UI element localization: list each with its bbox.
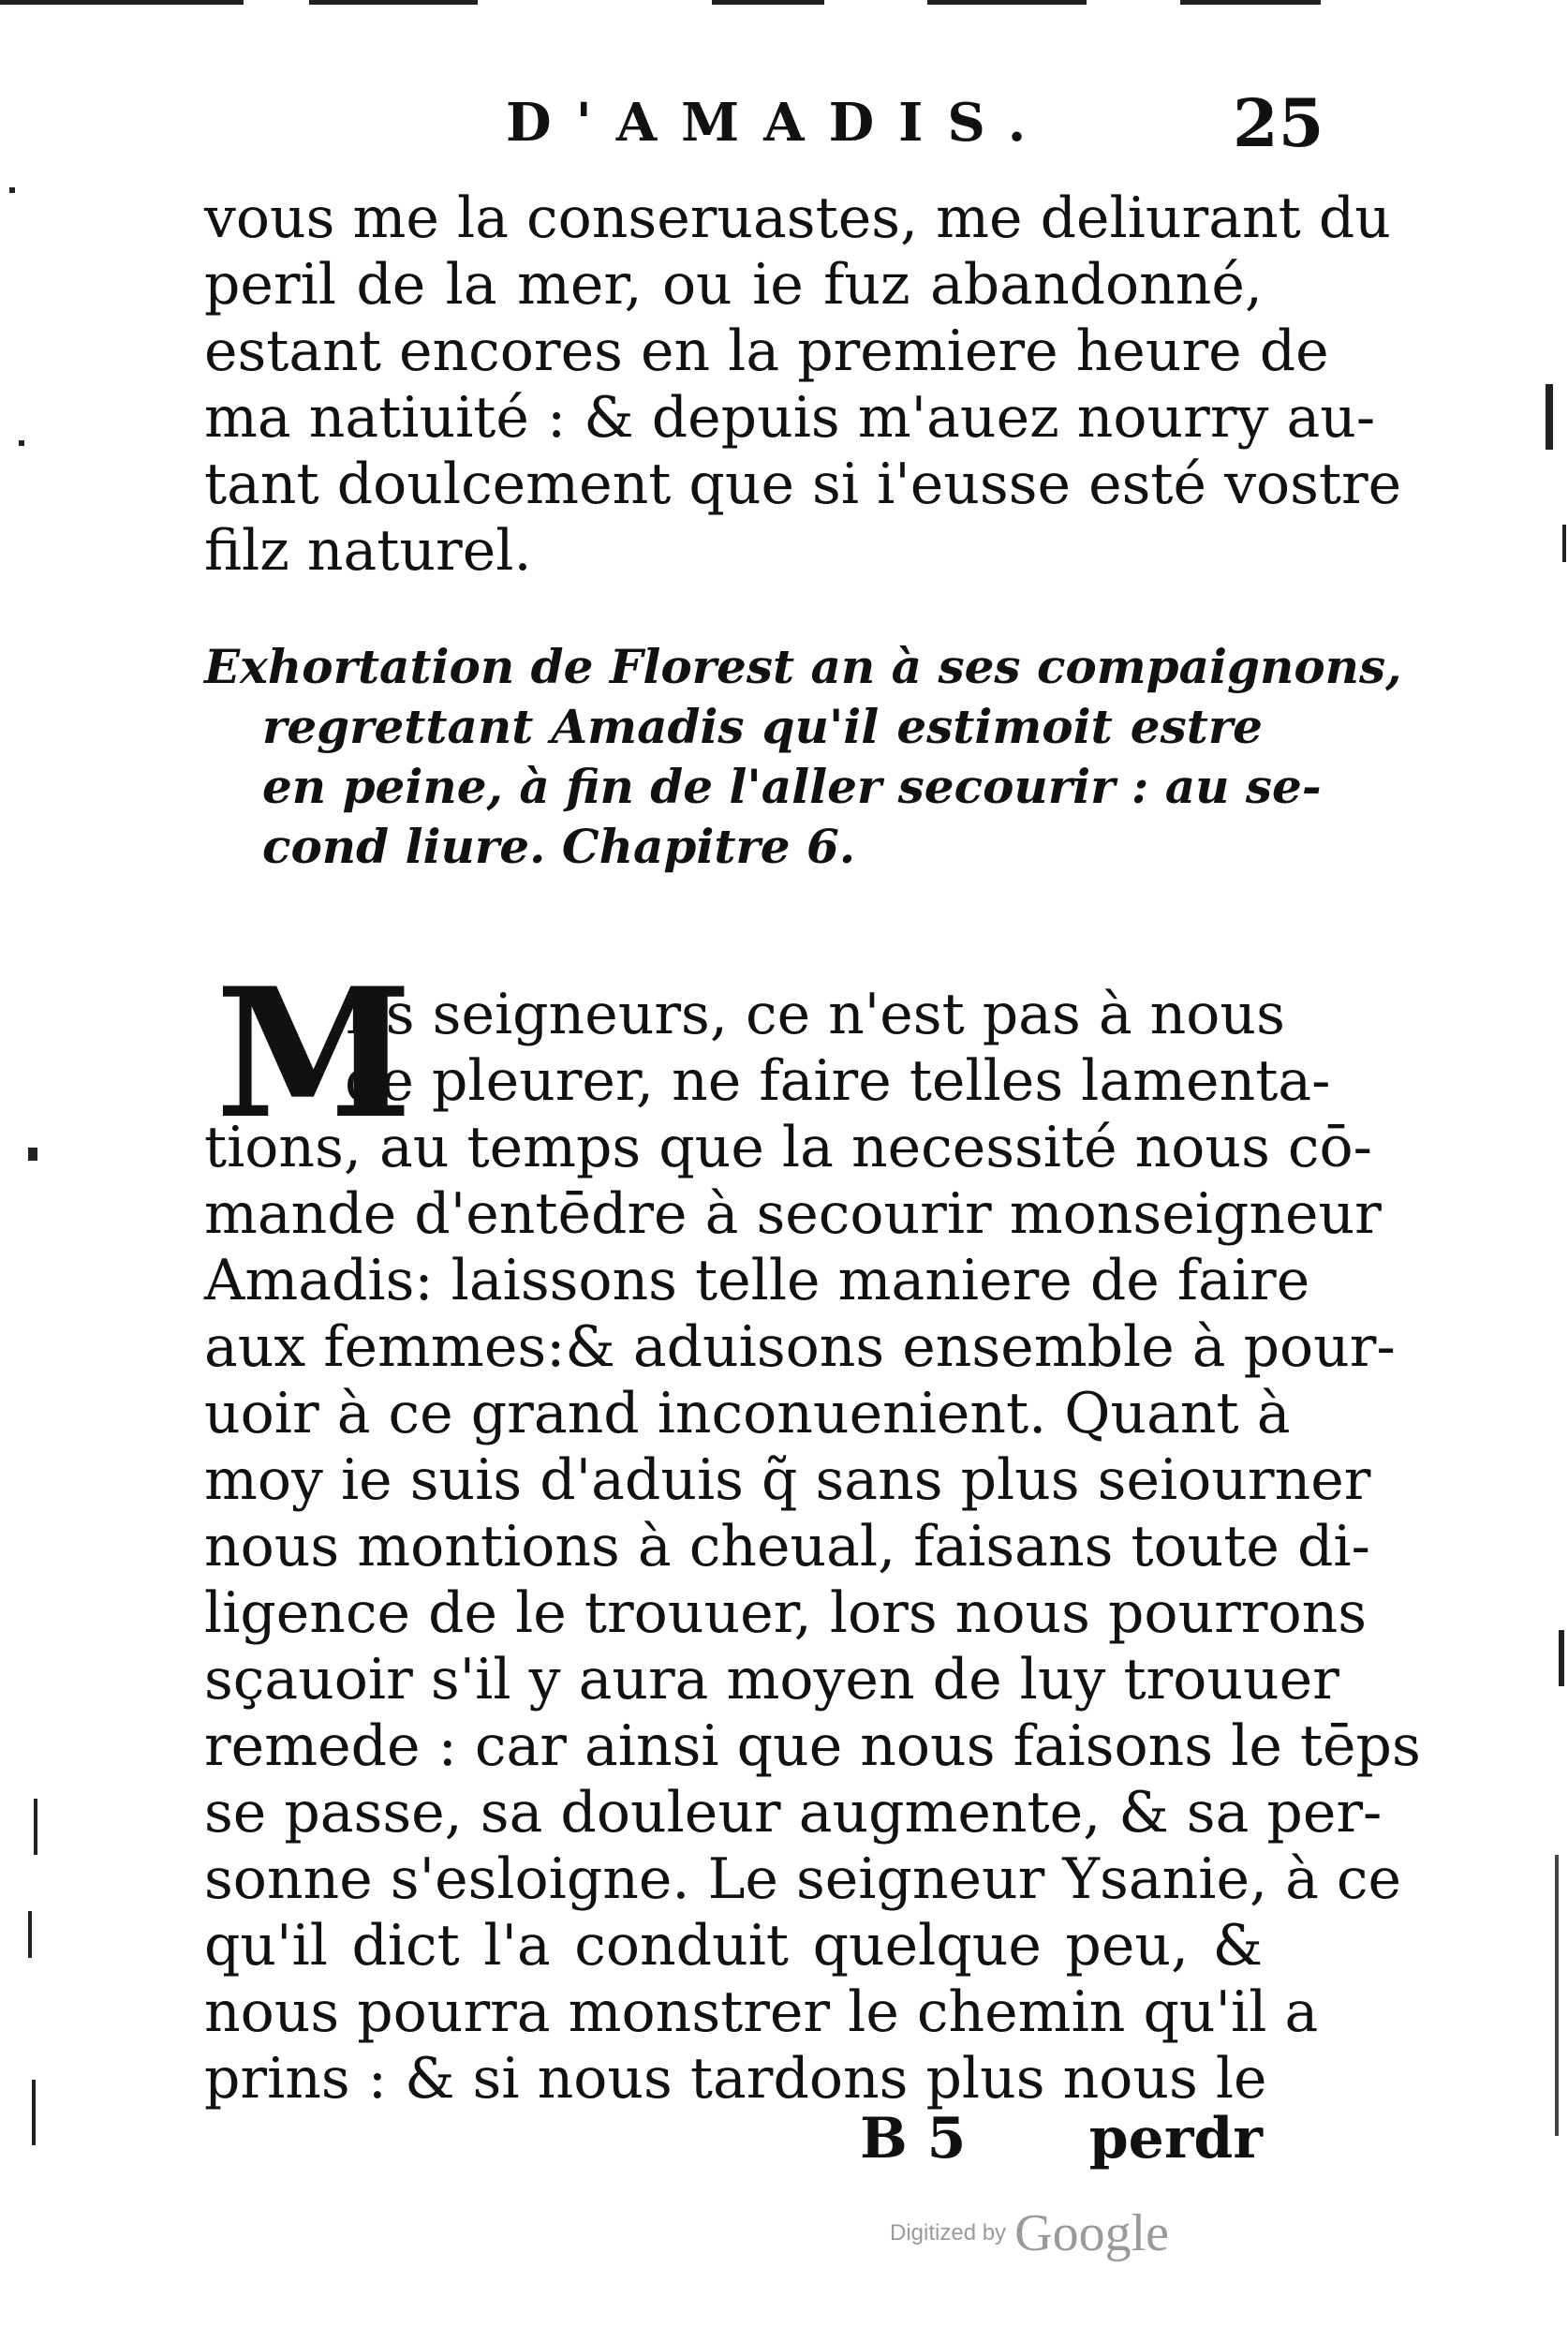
chapter-heading bbox=[204, 637, 1402, 877]
watermark-prefix: Digitized by bbox=[890, 2220, 1007, 2246]
text-line: remede : car ainsi que nous faisons le tēps bbox=[204, 1713, 1421, 1779]
drop-cap: M bbox=[215, 949, 413, 1158]
text-line: sçauoir s'il y aura moyen de luy trouuer bbox=[204, 1647, 1339, 1712]
text-line: uoir à ce grand inconuenient. Quant à bbox=[204, 1381, 1291, 1446]
heading-line: en peine, à fin de l'aller secourir : au se- bbox=[262, 759, 1322, 814]
running-head: D'AMADIS. bbox=[506, 92, 1051, 154]
text-line: moy ie suis d'aduis q̃ sans plus seiourner bbox=[204, 1447, 1371, 1513]
text-line: nous pourra monstrer le chemin qu'il a bbox=[204, 1979, 1319, 2045]
text-line: se passe, sa douleur augmente, & sa per- bbox=[204, 1780, 1383, 1845]
top-paragraph bbox=[204, 185, 1402, 585]
text-line: Amadis: laissons telle maniere de faire bbox=[204, 1248, 1310, 1313]
body-paragraph bbox=[204, 982, 1421, 2112]
scan-edge-top bbox=[0, 0, 1568, 9]
page-footer bbox=[204, 2106, 1263, 2172]
text-line: sonne s'esloigne. Le seigneur Ysanie, à ce bbox=[204, 1846, 1402, 1912]
heading-line: Exhortation de Florest an à ses compaignons, bbox=[204, 639, 1402, 694]
text-line: de pleurer, ne faire telles lamenta- bbox=[345, 1048, 1331, 1114]
text-line: ligence de le trouuer, lors nous pourrons bbox=[204, 1580, 1368, 1646]
text-line: vous me la conseruastes, me deliurant du bbox=[204, 185, 1391, 251]
catchword: perdr bbox=[1088, 2106, 1263, 2172]
text-line: prins : & si nous tardons plus nous le bbox=[204, 2046, 1267, 2112]
text-line: estant encores en la premiere heure de bbox=[204, 319, 1329, 384]
watermark-brand: Google bbox=[1014, 2204, 1170, 2262]
text-line: mande d'entēdre à secourir monseigneur bbox=[204, 1181, 1382, 1247]
text-line: Es seigneurs, ce n'est pas à nous bbox=[345, 982, 1285, 1047]
signature-mark: B 5 bbox=[860, 2106, 967, 2172]
heading-line: regrettant Amadis qu'il estimoit estre bbox=[262, 699, 1263, 754]
digitization-watermark bbox=[890, 2203, 1169, 2263]
heading-line: cond liure. Chapitre 6. bbox=[262, 819, 856, 874]
text-line: filz naturel. bbox=[204, 518, 532, 584]
page-number: 25 bbox=[1233, 84, 1324, 162]
text-line: aux femmes:& aduisons ensemble à pour- bbox=[204, 1314, 1396, 1380]
text-line: ma natiuité : & depuis m'auez nourry au- bbox=[204, 385, 1376, 451]
text-line: tant doulcement que si i'eusse esté vostre bbox=[204, 452, 1402, 517]
text-line: peril de la mer, ou ie fuz abandonné, bbox=[204, 252, 1263, 318]
text-line: qu'il dict l'a conduit quelque peu, & bbox=[204, 1913, 1263, 1979]
text-line: tions, au temps que la necessité nous cō- bbox=[204, 1115, 1372, 1180]
text-line: nous montions à cheual, faisans toute di- bbox=[204, 1514, 1370, 1579]
